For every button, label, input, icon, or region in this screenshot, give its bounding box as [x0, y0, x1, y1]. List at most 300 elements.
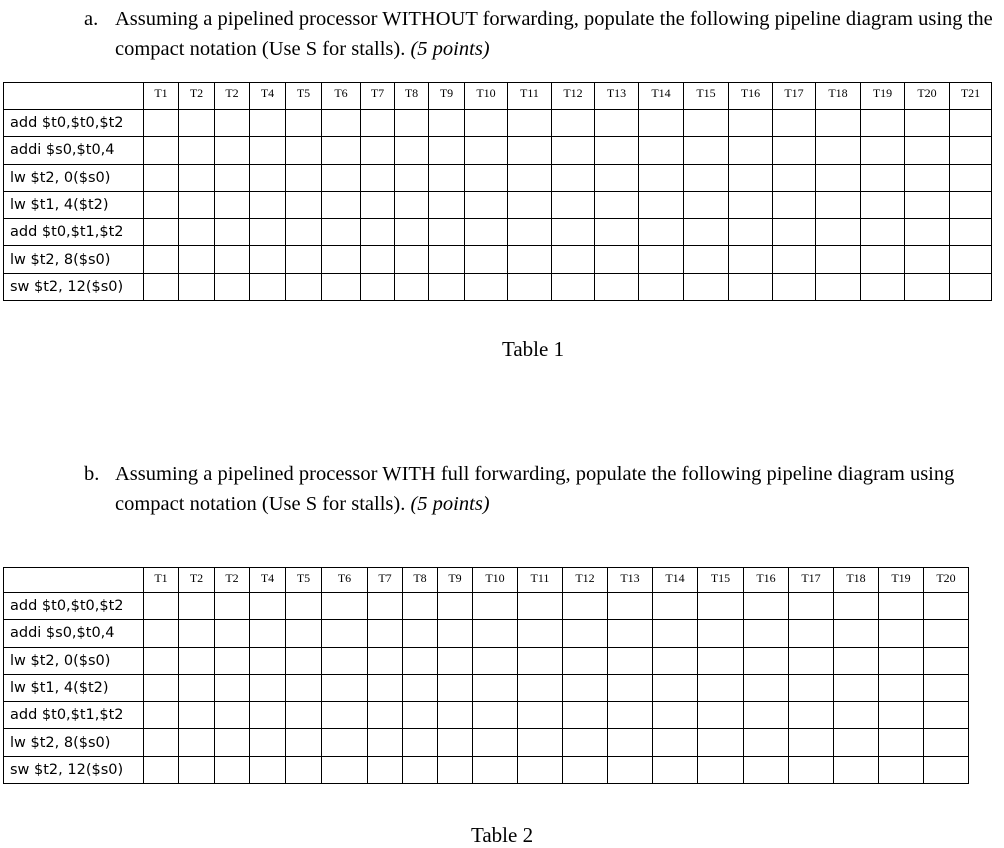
pipeline-cell[interactable]	[179, 620, 215, 647]
pipeline-cell[interactable]	[144, 729, 179, 756]
pipeline-cell[interactable]	[508, 273, 552, 300]
pipeline-cell[interactable]	[144, 164, 179, 191]
pipeline-cell[interactable]	[215, 756, 250, 783]
time-header: T16	[729, 83, 773, 110]
pipeline-cell[interactable]	[508, 137, 552, 164]
pipeline-cell[interactable]	[595, 110, 639, 137]
pipeline-cell[interactable]	[179, 729, 215, 756]
pipeline-cell[interactable]	[508, 219, 552, 246]
pipeline-cell[interactable]	[144, 620, 179, 647]
pipeline-cell[interactable]	[361, 164, 395, 191]
pipeline-cell[interactable]	[950, 137, 992, 164]
pipeline-cell[interactable]	[322, 246, 361, 273]
pipeline-cell[interactable]	[816, 246, 861, 273]
pipeline-cell[interactable]	[179, 191, 215, 218]
pipeline-cell[interactable]	[179, 164, 215, 191]
pipeline-cell[interactable]	[773, 110, 816, 137]
pipeline-cell[interactable]	[368, 674, 403, 701]
pipeline-cell[interactable]	[950, 191, 992, 218]
pipeline-cell[interactable]	[879, 647, 924, 674]
pipeline-cell[interactable]	[684, 137, 729, 164]
pipeline-cell[interactable]	[563, 702, 608, 729]
pipeline-cell[interactable]	[773, 191, 816, 218]
pipeline-cell[interactable]	[322, 191, 361, 218]
pipeline-cell[interactable]	[179, 593, 215, 620]
pipeline-cell[interactable]	[215, 164, 250, 191]
pipeline-cell[interactable]	[608, 593, 653, 620]
time-header: T11	[508, 83, 552, 110]
pipeline-cell[interactable]	[144, 273, 179, 300]
pipeline-cell[interactable]	[403, 620, 438, 647]
pipeline-cell[interactable]	[879, 593, 924, 620]
pipeline-cell[interactable]	[552, 219, 595, 246]
pipeline-cell[interactable]	[924, 674, 969, 701]
pipeline-cell[interactable]	[322, 110, 361, 137]
pipeline-cell[interactable]	[286, 674, 322, 701]
pipeline-cell[interactable]	[286, 191, 322, 218]
pipeline-cell[interactable]	[905, 219, 950, 246]
pipeline-cell[interactable]	[429, 273, 465, 300]
pipeline-cell[interactable]	[653, 647, 698, 674]
pipeline-cell[interactable]	[563, 647, 608, 674]
pipeline-cell[interactable]	[608, 620, 653, 647]
pipeline-cell[interactable]	[905, 110, 950, 137]
pipeline-cell[interactable]	[179, 110, 215, 137]
pipeline-cell[interactable]	[403, 729, 438, 756]
pipeline-cell[interactable]	[608, 674, 653, 701]
pipeline-cell[interactable]	[250, 620, 286, 647]
pipeline-cell[interactable]	[322, 729, 368, 756]
pipeline-cell[interactable]	[429, 137, 465, 164]
pipeline-cell[interactable]	[861, 273, 905, 300]
pipeline-cell[interactable]	[684, 191, 729, 218]
pipeline-cell[interactable]	[684, 273, 729, 300]
pipeline-cell[interactable]	[395, 164, 429, 191]
pipeline-cell[interactable]	[473, 647, 518, 674]
pipeline-cell[interactable]	[368, 756, 403, 783]
pipeline-cell[interactable]	[368, 647, 403, 674]
instruction-label: add $t0,$t0,$t2	[4, 593, 144, 620]
pipeline-cell[interactable]	[368, 593, 403, 620]
pipeline-cell[interactable]	[215, 137, 250, 164]
pipeline-cell[interactable]	[518, 702, 563, 729]
pipeline-cell[interactable]	[552, 137, 595, 164]
pipeline-cell[interactable]	[465, 164, 508, 191]
pipeline-cell[interactable]	[403, 674, 438, 701]
pipeline-cell[interactable]	[698, 756, 744, 783]
pipeline-cell[interactable]	[215, 593, 250, 620]
pipeline-cell[interactable]	[698, 647, 744, 674]
pipeline-cell[interactable]	[144, 702, 179, 729]
pipeline-cell[interactable]	[286, 219, 322, 246]
pipeline-cell[interactable]	[179, 702, 215, 729]
pipeline-cell[interactable]	[608, 756, 653, 783]
pipeline-cell[interactable]	[368, 620, 403, 647]
pipeline-table-1	[3, 82, 992, 301]
pipeline-cell[interactable]	[438, 702, 473, 729]
pipeline-cell[interactable]	[729, 246, 773, 273]
pipeline-cell[interactable]	[789, 620, 834, 647]
pipeline-cell[interactable]	[144, 647, 179, 674]
pipeline-cell[interactable]	[608, 729, 653, 756]
pipeline-cell[interactable]	[518, 756, 563, 783]
pipeline-cell[interactable]	[322, 674, 368, 701]
pipeline-cell[interactable]	[653, 702, 698, 729]
pipeline-cell[interactable]	[729, 191, 773, 218]
pipeline-cell[interactable]	[816, 164, 861, 191]
pipeline-cell[interactable]	[563, 756, 608, 783]
pipeline-cell[interactable]	[639, 137, 684, 164]
pipeline-cell[interactable]	[465, 273, 508, 300]
pipeline-cell[interactable]	[773, 246, 816, 273]
pipeline-cell[interactable]	[861, 219, 905, 246]
pipeline-cell[interactable]	[144, 674, 179, 701]
pipeline-cell[interactable]	[834, 593, 879, 620]
pipeline-cell[interactable]	[729, 137, 773, 164]
table-2-caption: Table 2	[471, 823, 534, 847]
pipeline-cell[interactable]	[403, 702, 438, 729]
pipeline-cell[interactable]	[403, 756, 438, 783]
pipeline-cell[interactable]	[834, 647, 879, 674]
pipeline-cell[interactable]	[250, 647, 286, 674]
pipeline-cell[interactable]	[286, 246, 322, 273]
pipeline-cell[interactable]	[473, 729, 518, 756]
pipeline-cell[interactable]	[144, 593, 179, 620]
pipeline-cell[interactable]	[144, 756, 179, 783]
pipeline-cell[interactable]	[215, 620, 250, 647]
pipeline-cell[interactable]	[773, 273, 816, 300]
pipeline-cell[interactable]	[250, 191, 286, 218]
pipeline-cell[interactable]	[698, 674, 744, 701]
pipeline-cell[interactable]	[744, 756, 789, 783]
pipeline-cell[interactable]	[834, 702, 879, 729]
pipeline-cell[interactable]	[834, 620, 879, 647]
pipeline-cell[interactable]	[744, 593, 789, 620]
pipeline-cell[interactable]	[789, 756, 834, 783]
pipeline-cell[interactable]	[924, 729, 969, 756]
pipeline-cell[interactable]	[552, 164, 595, 191]
pipeline-cell[interactable]	[552, 246, 595, 273]
pipeline-cell[interactable]	[861, 110, 905, 137]
pipeline-cell[interactable]	[861, 191, 905, 218]
pipeline-cell[interactable]	[595, 219, 639, 246]
pipeline-cell[interactable]	[653, 674, 698, 701]
pipeline-cell[interactable]	[361, 137, 395, 164]
pipeline-cell[interactable]	[465, 191, 508, 218]
pipeline-cell[interactable]	[861, 137, 905, 164]
pipeline-cell[interactable]	[465, 246, 508, 273]
pipeline-cell[interactable]	[698, 702, 744, 729]
pipeline-cell[interactable]	[322, 620, 368, 647]
pipeline-cell[interactable]	[215, 729, 250, 756]
pipeline-cell[interactable]	[473, 674, 518, 701]
pipeline-cell[interactable]	[250, 246, 286, 273]
pipeline-cell[interactable]	[879, 674, 924, 701]
pipeline-cell[interactable]	[729, 164, 773, 191]
pipeline-cell[interactable]	[322, 137, 361, 164]
pipeline-cell[interactable]	[698, 729, 744, 756]
pipeline-cell[interactable]	[361, 273, 395, 300]
pipeline-cell[interactable]	[395, 191, 429, 218]
pipeline-cell[interactable]	[816, 273, 861, 300]
pipeline-cell[interactable]	[438, 674, 473, 701]
pipeline-cell[interactable]	[215, 191, 250, 218]
pipeline-cell[interactable]	[286, 110, 322, 137]
pipeline-cell[interactable]	[395, 273, 429, 300]
pipeline-cell[interactable]	[322, 219, 361, 246]
pipeline-cell[interactable]	[250, 674, 286, 701]
pipeline-cell[interactable]	[250, 164, 286, 191]
pipeline-cell[interactable]	[684, 246, 729, 273]
pipeline-cell[interactable]	[905, 137, 950, 164]
pipeline-cell[interactable]	[361, 191, 395, 218]
pipeline-cell[interactable]	[518, 647, 563, 674]
pipeline-cell[interactable]	[518, 620, 563, 647]
pipeline-cell[interactable]	[250, 273, 286, 300]
pipeline-cell[interactable]	[608, 647, 653, 674]
pipeline-cell[interactable]	[286, 756, 322, 783]
pipeline-cell[interactable]	[429, 110, 465, 137]
instruction-label: addi $s0,$t0,4	[4, 137, 144, 164]
pipeline-cell[interactable]	[950, 164, 992, 191]
pipeline-cell[interactable]	[438, 593, 473, 620]
pipeline-cell[interactable]	[438, 729, 473, 756]
pipeline-cell[interactable]	[653, 756, 698, 783]
pipeline-cell[interactable]	[429, 219, 465, 246]
pipeline-cell[interactable]	[816, 219, 861, 246]
pipeline-cell[interactable]	[286, 593, 322, 620]
pipeline-cell[interactable]	[395, 110, 429, 137]
pipeline-cell[interactable]	[508, 110, 552, 137]
pipeline-cell[interactable]	[773, 164, 816, 191]
pipeline-cell[interactable]	[438, 647, 473, 674]
pipeline-cell[interactable]	[286, 137, 322, 164]
pipeline-cell[interactable]	[286, 702, 322, 729]
pipeline-cell[interactable]	[395, 246, 429, 273]
time-header: T14	[653, 568, 698, 593]
pipeline-cell[interactable]	[950, 219, 992, 246]
pipeline-cell[interactable]	[286, 164, 322, 191]
pipeline-cell[interactable]	[905, 191, 950, 218]
pipeline-cell[interactable]	[368, 729, 403, 756]
pipeline-cell[interactable]	[684, 110, 729, 137]
pipeline-cell[interactable]	[834, 756, 879, 783]
pipeline-cell[interactable]	[744, 647, 789, 674]
pipeline-cell[interactable]	[773, 137, 816, 164]
pipeline-cell[interactable]	[861, 164, 905, 191]
pipeline-cell[interactable]	[744, 702, 789, 729]
pipeline-cell[interactable]	[508, 191, 552, 218]
pipeline-cell[interactable]	[518, 593, 563, 620]
pipeline-cell[interactable]	[429, 246, 465, 273]
pipeline-cell[interactable]	[368, 702, 403, 729]
pipeline-cell[interactable]	[595, 137, 639, 164]
pipeline-cell[interactable]	[729, 273, 773, 300]
pipeline-cell[interactable]	[322, 647, 368, 674]
pipeline-cell[interactable]	[179, 219, 215, 246]
pipeline-cell[interactable]	[639, 273, 684, 300]
pipeline-cell[interactable]	[286, 729, 322, 756]
pipeline-cell[interactable]	[789, 593, 834, 620]
pipeline-cell[interactable]	[179, 137, 215, 164]
time-header: T12	[552, 83, 595, 110]
pipeline-cell[interactable]	[744, 620, 789, 647]
pipeline-cell[interactable]	[286, 273, 322, 300]
pipeline-cell[interactable]	[639, 164, 684, 191]
pipeline-cell[interactable]	[653, 729, 698, 756]
pipeline-cell[interactable]	[924, 647, 969, 674]
pipeline-cell[interactable]	[789, 702, 834, 729]
pipeline-cell[interactable]	[653, 593, 698, 620]
instruction-label: add $t0,$t0,$t2	[4, 110, 144, 137]
pipeline-cell[interactable]	[773, 219, 816, 246]
pipeline-cell[interactable]	[879, 729, 924, 756]
pipeline-cell[interactable]	[552, 191, 595, 218]
pipeline-cell[interactable]	[595, 273, 639, 300]
pipeline-cell[interactable]	[429, 191, 465, 218]
pipeline-cell[interactable]	[179, 674, 215, 701]
pipeline-cell[interactable]	[215, 273, 250, 300]
pipeline-cell[interactable]	[429, 164, 465, 191]
pipeline-cell[interactable]	[473, 756, 518, 783]
pipeline-cell[interactable]	[395, 219, 429, 246]
pipeline-cell[interactable]	[215, 647, 250, 674]
instruction-label: lw $t2, 8($s0)	[4, 729, 144, 756]
pipeline-cell[interactable]	[465, 110, 508, 137]
pipeline-cell[interactable]	[322, 593, 368, 620]
pipeline-cell[interactable]	[639, 191, 684, 218]
pipeline-cell[interactable]	[473, 593, 518, 620]
pipeline-cell[interactable]	[950, 110, 992, 137]
pipeline-cell[interactable]	[789, 647, 834, 674]
pipeline-cell[interactable]	[215, 110, 250, 137]
pipeline-cell[interactable]	[215, 674, 250, 701]
pipeline-cell[interactable]	[322, 756, 368, 783]
pipeline-cell[interactable]	[816, 137, 861, 164]
pipeline-cell[interactable]	[595, 164, 639, 191]
pipeline-cell[interactable]	[286, 647, 322, 674]
pipeline-cell[interactable]	[639, 110, 684, 137]
pipeline-cell[interactable]	[473, 702, 518, 729]
pipeline-cell[interactable]	[684, 164, 729, 191]
pipeline-cell[interactable]	[508, 246, 552, 273]
pipeline-cell[interactable]	[608, 702, 653, 729]
pipeline-cell[interactable]	[179, 756, 215, 783]
pipeline-cell[interactable]	[465, 219, 508, 246]
pipeline-cell[interactable]	[729, 219, 773, 246]
pipeline-cell[interactable]	[403, 593, 438, 620]
pipeline-cell[interactable]	[834, 729, 879, 756]
pipeline-cell[interactable]	[834, 674, 879, 701]
pipeline-cell[interactable]	[395, 137, 429, 164]
pipeline-cell[interactable]	[639, 246, 684, 273]
pipeline-cell[interactable]	[215, 219, 250, 246]
pipeline-cell[interactable]	[744, 674, 789, 701]
time-header: T10	[465, 83, 508, 110]
pipeline-cell[interactable]	[179, 647, 215, 674]
pipeline-cell[interactable]	[879, 620, 924, 647]
pipeline-cell[interactable]	[924, 756, 969, 783]
pipeline-cell[interactable]	[250, 137, 286, 164]
pipeline-cell[interactable]	[179, 246, 215, 273]
pipeline-cell[interactable]	[322, 273, 361, 300]
pipeline-cell[interactable]	[250, 110, 286, 137]
pipeline-cell[interactable]	[250, 702, 286, 729]
pipeline-cell[interactable]	[215, 246, 250, 273]
pipeline-cell[interactable]	[250, 729, 286, 756]
pipeline-cell[interactable]	[595, 246, 639, 273]
pipeline-cell[interactable]	[403, 647, 438, 674]
pipeline-cell[interactable]	[744, 729, 789, 756]
pipeline-cell[interactable]	[789, 729, 834, 756]
pipeline-cell[interactable]	[361, 219, 395, 246]
pipeline-cell[interactable]	[639, 219, 684, 246]
pipeline-cell[interactable]	[905, 273, 950, 300]
pipeline-cell[interactable]	[144, 110, 179, 137]
pipeline-cell[interactable]	[508, 164, 552, 191]
pipeline-cell[interactable]	[144, 191, 179, 218]
pipeline-cell[interactable]	[563, 729, 608, 756]
pipeline-cell[interactable]	[563, 674, 608, 701]
pipeline-cell[interactable]	[861, 246, 905, 273]
pipeline-cell[interactable]	[563, 593, 608, 620]
pipeline-cell[interactable]	[322, 702, 368, 729]
pipeline-cell[interactable]	[250, 593, 286, 620]
pipeline-cell[interactable]	[144, 219, 179, 246]
pipeline-cell[interactable]	[698, 593, 744, 620]
instruction-row	[4, 191, 992, 218]
pipeline-cell[interactable]	[950, 246, 992, 273]
pipeline-cell[interactable]	[924, 702, 969, 729]
pipeline-cell[interactable]	[438, 620, 473, 647]
pipeline-cell[interactable]	[518, 674, 563, 701]
pipeline-cell[interactable]	[144, 246, 179, 273]
pipeline-cell[interactable]	[905, 246, 950, 273]
pipeline-cell[interactable]	[879, 756, 924, 783]
pipeline-cell[interactable]	[698, 620, 744, 647]
pipeline-cell[interactable]	[361, 110, 395, 137]
pipeline-cell[interactable]	[250, 219, 286, 246]
pipeline-cell[interactable]	[361, 246, 395, 273]
pipeline-cell[interactable]	[215, 702, 250, 729]
pipeline-cell[interactable]	[144, 137, 179, 164]
pipeline-cell[interactable]	[816, 191, 861, 218]
pipeline-cell[interactable]	[473, 620, 518, 647]
pipeline-cell[interactable]	[250, 756, 286, 783]
pipeline-cell[interactable]	[684, 219, 729, 246]
pipeline-cell[interactable]	[789, 674, 834, 701]
pipeline-cell[interactable]	[729, 110, 773, 137]
pipeline-cell[interactable]	[816, 110, 861, 137]
pipeline-cell[interactable]	[879, 702, 924, 729]
pipeline-cell[interactable]	[905, 164, 950, 191]
pipeline-cell[interactable]	[465, 137, 508, 164]
pipeline-cell[interactable]	[438, 756, 473, 783]
pipeline-cell[interactable]	[552, 273, 595, 300]
pipeline-cell[interactable]	[563, 620, 608, 647]
pipeline-cell[interactable]	[924, 620, 969, 647]
time-header: T10	[473, 568, 518, 593]
pipeline-cell[interactable]	[924, 593, 969, 620]
pipeline-cell[interactable]	[552, 110, 595, 137]
pipeline-cell[interactable]	[950, 273, 992, 300]
pipeline-cell[interactable]	[286, 620, 322, 647]
pipeline-cell[interactable]	[518, 729, 563, 756]
pipeline-cell[interactable]	[179, 273, 215, 300]
pipeline-cell[interactable]	[595, 191, 639, 218]
pipeline-cell[interactable]	[653, 620, 698, 647]
pipeline-cell[interactable]	[322, 164, 361, 191]
